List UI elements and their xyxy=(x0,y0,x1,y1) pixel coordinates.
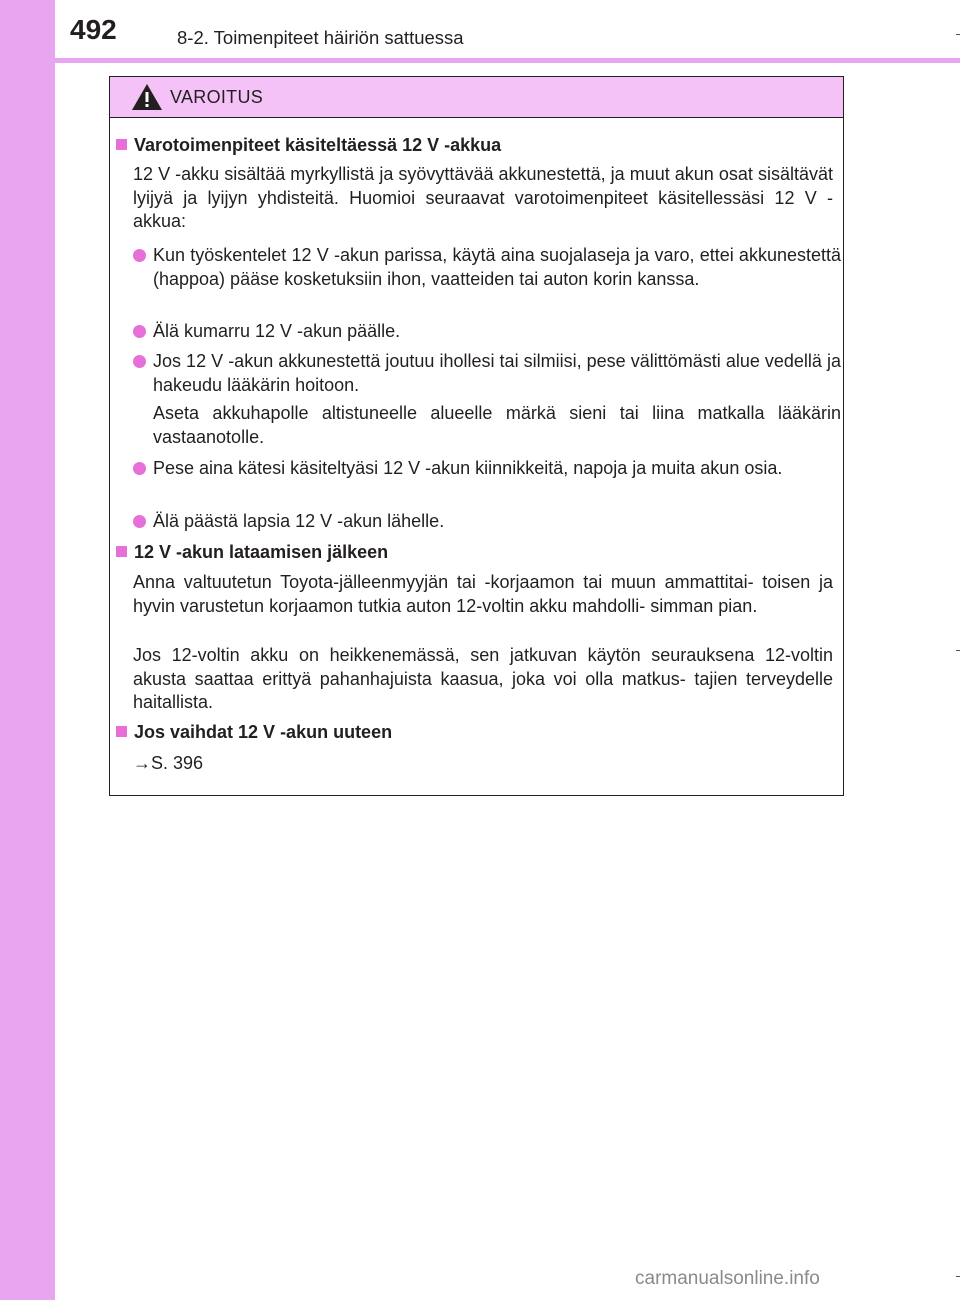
list-item-continuation: Aseta akkuhapolle altistuneelle alueelle märkä sieni tai liina matkalla lääkärin vastaanotolle. xyxy=(153,403,841,447)
section-heading: Varotoimenpiteet käsiteltäessä 12 V -akkua xyxy=(116,135,501,156)
crop-mark xyxy=(956,1276,960,1277)
warning-title: VAROITUS xyxy=(170,87,264,107)
side-color-band xyxy=(0,0,55,1300)
square-bullet-icon xyxy=(116,139,127,150)
round-bullet-icon xyxy=(133,355,146,368)
section-paragraph: Jos 12-voltin akku on heikkenemässä, sen jatkuvan käytön seurauksena 12-voltin akusta saattaa erittyä pahanhajuista kaasua, joka voi olla matkus- tajien terveydelle haitallista. xyxy=(133,645,833,712)
square-bullet-icon xyxy=(116,726,127,737)
section-paragraph: Anna valtuutetun Toyota-jälleenmyyjän tai -korjaamon tai muun ammattitai- toisen ja hyvin varustetun korjaamon tutkia auton 12-voltin akku mahdolli- simman pian. xyxy=(133,572,833,616)
list-item: Pese aina kätesi käsiteltyäsi 12 V -akun kiinnikkeitä, napoja ja muita akun osia. xyxy=(133,457,841,481)
header-rule xyxy=(55,58,960,63)
list-item: Jos 12 V -akun akkunestettä joutuu ihollesi tai silmiisi, pese välittömästi alue vedellä ja hakeudu lääkärin hoitoon. xyxy=(133,350,841,397)
list-item: Älä kumarru 12 V -akun päälle. xyxy=(133,320,841,344)
round-bullet-icon xyxy=(133,515,146,528)
page-number: 492 xyxy=(70,14,117,45)
section-intro: 12 V -akku sisältää myrkyllistä ja syövyttävää akkunestettä, ja muut akun osat sisältävät lyijyä ja lyijyn yhdisteitä. Huomioi seuraavat varotoimenpiteet käsitellessäsi 12 V -akkua: xyxy=(133,164,833,231)
round-bullet-icon xyxy=(133,325,146,338)
warning-triangle-icon xyxy=(131,83,163,111)
section-heading: 12 V -akun lataamisen jälkeen xyxy=(116,542,388,563)
page-reference-link[interactable]: →S. 396 xyxy=(133,753,204,773)
round-bullet-icon xyxy=(133,462,146,475)
round-bullet-icon xyxy=(133,249,146,262)
warning-box xyxy=(109,76,844,796)
square-bullet-icon xyxy=(116,546,127,557)
list-item: Älä päästä lapsia 12 V -akun lähelle. xyxy=(133,510,841,534)
section-heading: Jos vaihdat 12 V -akun uuteen xyxy=(116,722,392,743)
warning-header xyxy=(110,77,843,118)
list-item: Kun työskentelet 12 V -akun parissa, käytä aina suojalaseja ja varo, ettei akkunestettä (happoa) pääse kosketuksiin ihon, vaatteiden tai auton korin kanssa. xyxy=(133,244,841,291)
crop-mark xyxy=(956,34,960,35)
watermark: carmanualsonline.info xyxy=(635,1268,820,1289)
section-title: 8-2. Toimenpiteet häiriön sattuessa xyxy=(177,27,464,48)
crop-mark xyxy=(956,650,960,651)
